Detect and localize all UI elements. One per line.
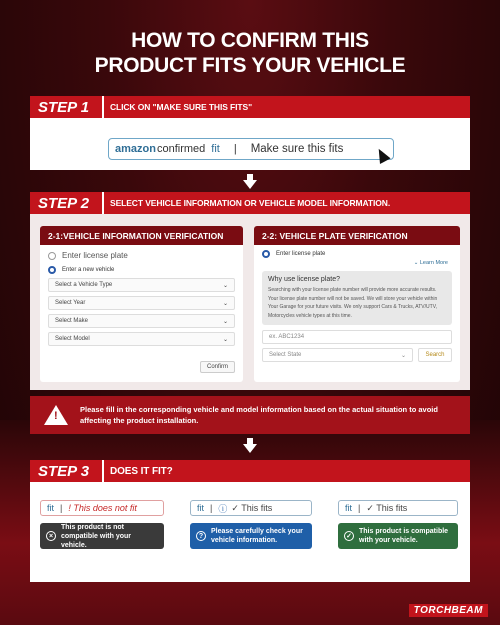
not-compatible-message [40, 523, 164, 549]
radio-license-label: Enter license plate [62, 251, 128, 260]
fit-text: fit [345, 503, 353, 513]
learn-more-link[interactable] [254, 260, 460, 266]
amazon-text: amazon [115, 143, 156, 155]
fit-card-yes [338, 500, 458, 572]
confirmed-text: confirmed [156, 143, 206, 155]
divider-text: | [60, 503, 63, 513]
why-license-box [262, 271, 452, 325]
not-fit-label: ! This does not fit [68, 503, 137, 513]
divider-text: | [358, 503, 361, 513]
close-circle-icon: × [46, 531, 56, 541]
title-line-2: PRODUCT FITS YOUR VEHICLE [94, 54, 406, 77]
select-make[interactable] [48, 314, 235, 328]
fit-status-box [40, 500, 164, 516]
not-compatible-text: This product is not compatible with your vehicle. [61, 523, 132, 549]
brand-logo: TORCHBEAM [409, 604, 488, 617]
learn-more-label: Learn More [419, 260, 448, 266]
select-make-label: Select Make [55, 318, 89, 324]
step2-divider [102, 192, 104, 214]
why-body: Searching with your license plate number will provide more accurate results. Your license plate number will not be saved. We will store your vehicle within Your Garage for your future visits. We only support Cars & Trucks, ATV/UTV, Motorcycles vehicle types at this time. [268, 287, 438, 319]
license-plate-input[interactable]: ex. ABC1234 [262, 330, 452, 344]
fit-card-no [40, 500, 164, 572]
title-line-1: HOW TO CONFIRM THIS [131, 29, 369, 52]
plate-verification-header: 2-2: VEHICLE PLATE VERIFICATION [254, 226, 460, 245]
select-state[interactable] [262, 348, 413, 362]
fit-status-box [338, 500, 458, 516]
step2-label: STEP 2 [38, 194, 90, 212]
fit-text: fit [47, 503, 55, 513]
vehicle-info-card [40, 226, 243, 382]
fit-text: fit [211, 143, 220, 155]
select-year[interactable] [48, 296, 235, 310]
step3-divider [102, 460, 104, 482]
fit-status-box [190, 500, 312, 516]
radio-license-plate[interactable] [40, 251, 243, 260]
search-button[interactable]: Search [418, 348, 452, 362]
select-model[interactable] [48, 332, 235, 346]
notice-text: Please fill in the corresponding vehicle and model information based on the actual situation to avoid affecting the product installation. [80, 405, 438, 425]
down-arrow-icon [243, 180, 257, 189]
step3-label: STEP 3 [38, 462, 90, 480]
make-sure-fits-widget[interactable] [108, 138, 394, 160]
fits-label: ✓ This fits [366, 502, 408, 513]
question-circle-icon: ? [196, 531, 206, 541]
check-info-text: Please carefully check your vehicle information. [211, 528, 303, 544]
vehicle-info-header: 2-1:VEHICLE INFORMATION VERIFICATION [40, 226, 243, 245]
step1-bar [30, 96, 470, 118]
not-fit-text: This does not fit [73, 503, 137, 513]
step1-divider [102, 96, 104, 118]
chevron-down-icon: ⌄ [222, 282, 228, 289]
make-sure-fits-link[interactable]: Make sure this fits [250, 143, 344, 155]
step1-label: STEP 1 [38, 98, 90, 116]
radio-new-vehicle[interactable] [40, 266, 243, 274]
select-vehicle-type[interactable] [48, 278, 235, 292]
confirm-button[interactable]: Confirm [200, 361, 235, 373]
why-title: Why use license plate? [268, 276, 340, 283]
page-title [0, 28, 500, 78]
fits-label: ✓ This fits [231, 502, 273, 513]
chevron-down-icon: ⌄ [222, 300, 228, 307]
plate-verification-card [254, 226, 460, 382]
installation-notice [30, 396, 470, 434]
chevron-down-icon: ⌄ [400, 352, 406, 359]
chevron-down-icon: ⌄ [413, 260, 420, 266]
radio-selected-icon [262, 250, 270, 258]
down-arrow-icon [243, 444, 257, 453]
warning-icon: ! [44, 405, 68, 425]
step3-text: DOES IT FIT? [110, 465, 173, 477]
fit-text: fit [197, 503, 205, 513]
divider-text: | [210, 503, 213, 513]
check-circle-icon: ✓ [344, 531, 354, 541]
info-icon: ⓘ [218, 503, 228, 514]
radio-selected-icon [48, 266, 56, 274]
select-year-label: Select Year [55, 300, 86, 306]
divider-text: | [233, 143, 237, 155]
select-model-label: Select Model [55, 336, 90, 342]
fits-text: This fits [376, 502, 408, 513]
select-vehicle-type-label: Select a Vehicle Type [55, 282, 113, 288]
compatible-message [338, 523, 458, 549]
step3-bar [30, 460, 470, 482]
fit-card-check [190, 500, 312, 572]
compatible-text: This product is compatible with your vehicle. [359, 528, 449, 544]
chevron-down-icon: ⌄ [222, 318, 228, 325]
select-state-label: Select State [269, 352, 302, 358]
radio-icon [48, 252, 56, 260]
check-info-message [190, 523, 312, 549]
chevron-down-icon: ⌄ [222, 336, 228, 343]
radio-new-vehicle-label: Enter a new vehicle [62, 267, 115, 273]
step2-bar [30, 192, 470, 214]
radio-license-plate-2[interactable] [254, 250, 460, 258]
step1-panel [30, 118, 470, 170]
fits-text: This fits [241, 502, 273, 513]
step1-text: CLICK ON "MAKE SURE THIS FITS" [110, 102, 253, 112]
radio-license-plate-2-label: Enter license plate [276, 251, 326, 257]
step2-text: SELECT VEHICLE INFORMATION OR VEHICLE MODEL INFORMATION. [110, 198, 391, 208]
